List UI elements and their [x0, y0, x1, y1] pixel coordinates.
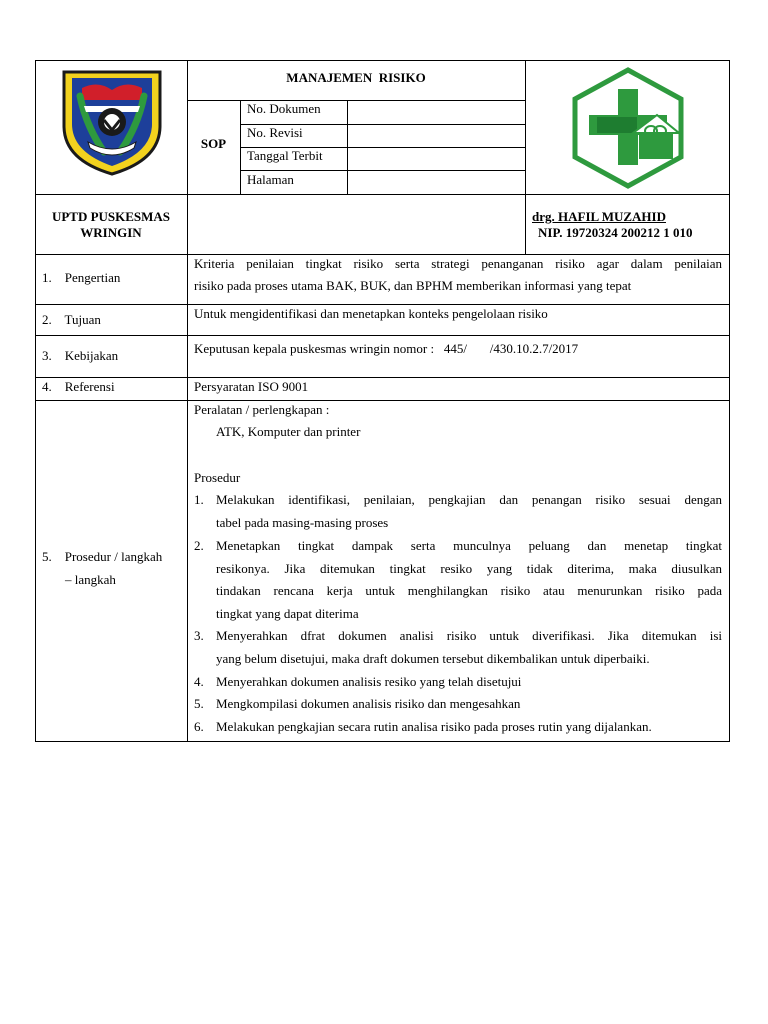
- table-border-top: [35, 60, 730, 61]
- col-divider-sop: [240, 100, 241, 194]
- meta-label-no-dokumen: No. Dokumen: [247, 101, 321, 116]
- label-prosedur-line2: – langkah: [65, 572, 116, 587]
- row-divider-tujuan: [35, 335, 730, 336]
- regional-emblem-logo: [58, 66, 166, 178]
- step-1-line-2: tabel pada masing-masing proses: [216, 515, 389, 530]
- meta-label-halaman: Halaman: [247, 172, 294, 187]
- kebijakan-text: Keputusan kepala puskesmas wringin nomor : 445/ /430.10.2.7/2017: [194, 341, 579, 356]
- signer-name: drg. HAFIL MUZAHID: [532, 209, 666, 224]
- meta-label-tanggal-terbit: Tanggal Terbit: [247, 148, 323, 163]
- step-4-number: 4.: [194, 674, 204, 689]
- sop-label: SOP: [200, 136, 227, 151]
- step-3-line-2: yang belum disetujui, maka draft dokumen tersebut dikembalikan untuk diperbaiki.: [216, 651, 650, 666]
- step-5-number: 5.: [194, 696, 204, 711]
- col-divider-left: [187, 60, 188, 742]
- title-divider: [187, 100, 525, 101]
- step-2-line-2: resikonya. Jika ditemukan tingkat resiko yang tidak diterima, maka diusulkan: [216, 561, 722, 576]
- pengertian-line-1: Kriteria penilaian tingkat risiko serta strategi penanganan risiko agar dalam penilaian: [194, 256, 722, 271]
- step-5-line-1: Mengkompilasi dokumen analisis risiko dan mengesahkan: [216, 696, 521, 711]
- meta-divider-3: [240, 170, 525, 171]
- equipment-text: ATK, Komputer dan printer: [216, 424, 361, 439]
- label-referensi: 4. Referensi: [42, 379, 115, 394]
- puskesmas-logo: [567, 67, 689, 189]
- label-pengertian: 1. Pengertian: [42, 270, 121, 285]
- label-kebijakan: 3. Kebijakan: [42, 348, 119, 363]
- step-1-line-1: Melakukan identifikasi, penilaian, pengkajian dan penangan risiko sesuai dengan: [216, 492, 722, 507]
- procedure-heading: Prosedur: [194, 470, 241, 485]
- step-2-line-4: tingkat yang dapat diterima: [216, 606, 359, 621]
- org-name-line1: UPTD PUSKESMAS: [51, 209, 171, 224]
- step-2-number: 2.: [194, 538, 204, 553]
- col-divider-meta: [347, 100, 348, 194]
- row-divider-referensi: [35, 400, 730, 401]
- document-title: MANAJEMEN RISIKO: [286, 70, 426, 85]
- org-name-line2: WRINGIN: [80, 225, 142, 240]
- step-4-line-1: Menyerahkan dokumen analisis resiko yang telah disetujui: [216, 674, 522, 689]
- meta-label-no-revisi: No. Revisi: [247, 125, 303, 140]
- step-3-line-1: Menyerahkan dfrat dokumen analisi risiko untuk diverifikasi. Jika ditemukan isi: [216, 628, 722, 643]
- equipment-heading: Peralatan / perlengkapan :: [194, 402, 330, 417]
- tujuan-text: Untuk mengidentifikasi dan menetapkan konteks pengelolaan risiko: [194, 306, 548, 321]
- pengertian-line-2: risiko pada proses utama BAK, BUK, dan BPHM memberikan informasi yang tepat: [194, 278, 632, 293]
- table-border-left: [35, 60, 36, 742]
- row-divider-pengertian: [35, 304, 730, 305]
- step-1-number: 1.: [194, 492, 204, 507]
- signer-nip: NIP. 19720324 200212 1 010: [538, 225, 693, 240]
- col-divider-right: [525, 60, 526, 254]
- step-6-number: 6.: [194, 719, 204, 734]
- row-divider-kebijakan: [35, 377, 730, 378]
- row-divider-org: [35, 254, 730, 255]
- label-tujuan: 2. Tujuan: [42, 312, 101, 327]
- row-divider-header: [35, 194, 730, 195]
- table-border-bottom: [35, 741, 730, 742]
- step-3-number: 3.: [194, 628, 204, 643]
- step-2-line-1: Menetapkan tingkat dampak serta munculnya peluang dan menetap tingkat: [216, 538, 722, 553]
- table-border-right: [729, 60, 730, 742]
- step-6-line-1: Melakukan pengkajian secara rutin analisa risiko pada proses rutin yang dijalankan.: [216, 719, 652, 734]
- label-prosedur-line1: 5. Prosedur / langkah: [42, 549, 163, 564]
- step-2-line-3: tindakan rencana kerja untuk menghilangkan risiko atau menurunkan risiko pada: [216, 583, 722, 598]
- referensi-text: Persyaratan ISO 9001: [194, 379, 309, 394]
